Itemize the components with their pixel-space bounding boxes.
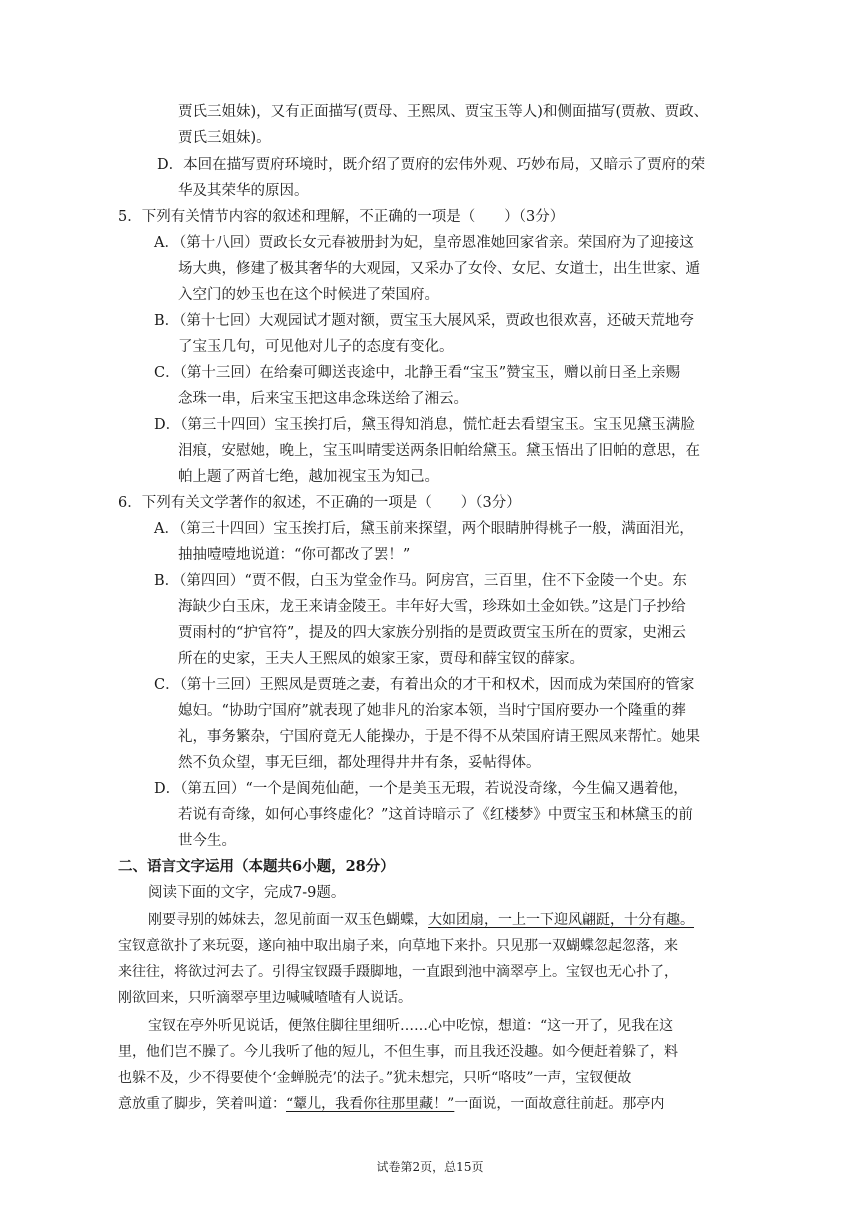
section-heading: 二、语言文字运用（本题共6小题，28分） [118, 858, 395, 875]
option-c: C．（第十三回）王熙凤是贾琏之妻，有着出众的才干和权术，因而成为荣国府的管家 [154, 677, 695, 693]
option-d: D．本回在描写贾府环境时，既介绍了贾府的宏伟外观、巧妙布局，又暗示了贾府的荣 [157, 157, 706, 173]
question-6: 6．下列有关文学著作的叙述，不正确的一项是（ ）（3分） [118, 495, 521, 511]
text-line: 礼，事务繁杂，宁国府竟无人能操办，于是不得不从荣国府请王熙凤来帮忙。她果 [178, 729, 700, 745]
text-line: 场大典，修建了极其奢华的大观园，又采办了女伶、女尼、女道士，出生世家、遁 [178, 261, 700, 277]
passage-text: 意放重了脚步，笑着叫道： [118, 1096, 286, 1112]
passage-line: 宝钗意欲扑了来玩耍，遂向袖中取出扇子来，向草地下来扑。只见那一双蝴蝶忽起忽落，来 [118, 938, 678, 954]
passage-line: 里，他们岂不臊了。今儿我听了他的短儿，不但生事，而且我还没趣。如今便赶着躲了，料 [118, 1044, 678, 1060]
passage-text: 刚要寻别的姊妹去，忽见前面一双玉色蝴蝶， [148, 912, 428, 928]
passage-line [118, 1094, 664, 1114]
text-line: 念珠一串，后来宝玉把这串念珠送给了湘云。 [178, 391, 468, 407]
text-line: 然不负众望，事无巨细，都处理得井井有条，妥帖得体。 [178, 755, 541, 771]
text-line: 媳妇。“协助宁国府”就表现了她非凡的治家本领，当时宁国府要办一个隆重的葬 [178, 703, 686, 719]
page-footer: 试卷第2页，总15页 [376, 1160, 484, 1174]
passage-line [148, 910, 694, 930]
passage-line: 刚欲回来，只听滴翠亭里边喊喊喳喳有人说话。 [118, 990, 412, 1006]
option-d: D．（第三十四回）宝玉挨打后，黛玉得知消息，慌忙赶去看望宝玉。宝玉见黛玉满脸 [154, 417, 695, 433]
option-a: A．（第三十四回）宝玉挨打后，黛玉前来探望，两个眼睛肿得桃子一般，满面泪光， [154, 521, 694, 537]
passage-line: 也躲不及，少不得要使个‘金蝉脱壳’的法子。”犹未想完，只听“咯吱”一声，宝钗便故 [118, 1070, 632, 1086]
passage-line: 来往往，将欲过河去了。引得宝钗蹑手蹑脚地，一直跟到池中滴翠亭上。宝钗也无心扑了， [118, 964, 678, 980]
text-line: 贾氏三姐妹)，又有正面描写(贾母、王熙凤、贾宝玉等人)和侧面描写(贾赦、贾政、 [178, 104, 709, 120]
underlined-quote: “颦儿，我看你往那里藏！” [286, 1096, 455, 1112]
option-b: B．（第四回）“贾不假，白玉为堂金作马。阿房宫，三百里，住不下金陵一个史。东 [154, 573, 687, 589]
passage-text: 一面说，一面故意往前赶。那亭内 [454, 1096, 665, 1112]
text-line: 泪痕，安慰她，晚上，宝玉叫晴雯送两条旧帕给黛玉。黛玉悟出了旧帕的意思，在 [178, 443, 700, 459]
option-c: C．（第十三回）在给秦可卿送丧途中，北静王看“宝玉”赞宝玉，赠以前日圣上亲赐 [154, 365, 681, 381]
text-line: 贾雨村的“护官符”，提及的四大家族分别指的是贾政贾宝玉所在的贾家，史湘云 [178, 625, 686, 641]
option-a: A．（第十八回）贾政长女元春被册封为妃，皇帝恩准她回家省亲。荣国府为了迎接这 [154, 235, 694, 251]
question-5: 5．下列有关情节内容的叙述和理解，不正确的一项是（ ）（3分） [118, 209, 565, 225]
text-line: 所在的史家，王夫人王熙凤的娘家王家，贾母和薛宝钗的薛家。 [178, 651, 584, 667]
text-line: 世今生。 [178, 833, 236, 849]
option-b: B．（第十七回）大观园试才题对额，贾宝玉大展风采，贾政也很欢喜，还破天荒地夸 [154, 313, 694, 329]
text-line: 入空门的妙玉也在这个时候进了荣国府。 [178, 287, 439, 303]
text-line: 抽抽噎噎地说道：“你可都改了罢！” [178, 547, 411, 563]
option-d: D．（第五回）“一个是阆苑仙葩，一个是美玉无瑕，若说没奇缘，今生偏又遇着他， [154, 781, 688, 797]
text-line: 帕上题了两首七绝，越加视宝玉为知己。 [178, 469, 439, 485]
text-line: 贾氏三姐妹)。 [178, 130, 271, 146]
text-line: 若说有奇缘，如何心事终虚化？”这首诗暗示了《红楼梦》中贾宝玉和林黛玉的前 [178, 807, 693, 823]
underlined-text: 大如团扇，一上一下迎风翩跹，十分有趣。 [428, 912, 694, 928]
instruction: 阅读下面的文字，完成7-9题。 [148, 885, 346, 901]
passage-line: 宝钗在亭外听见说话，便煞住脚往里细听……心中吃惊，想道：“这一开了，见我在这 [148, 1018, 674, 1034]
text-line: 了宝玉几句，可见他对儿子的态度有变化。 [178, 339, 454, 355]
text-line: 海缺少白玉床，龙王来请金陵王。丰年好大雪，珍珠如土金如铁。”这是门子抄给 [178, 599, 686, 615]
text-line: 华及其荣华的原因。 [178, 183, 309, 199]
